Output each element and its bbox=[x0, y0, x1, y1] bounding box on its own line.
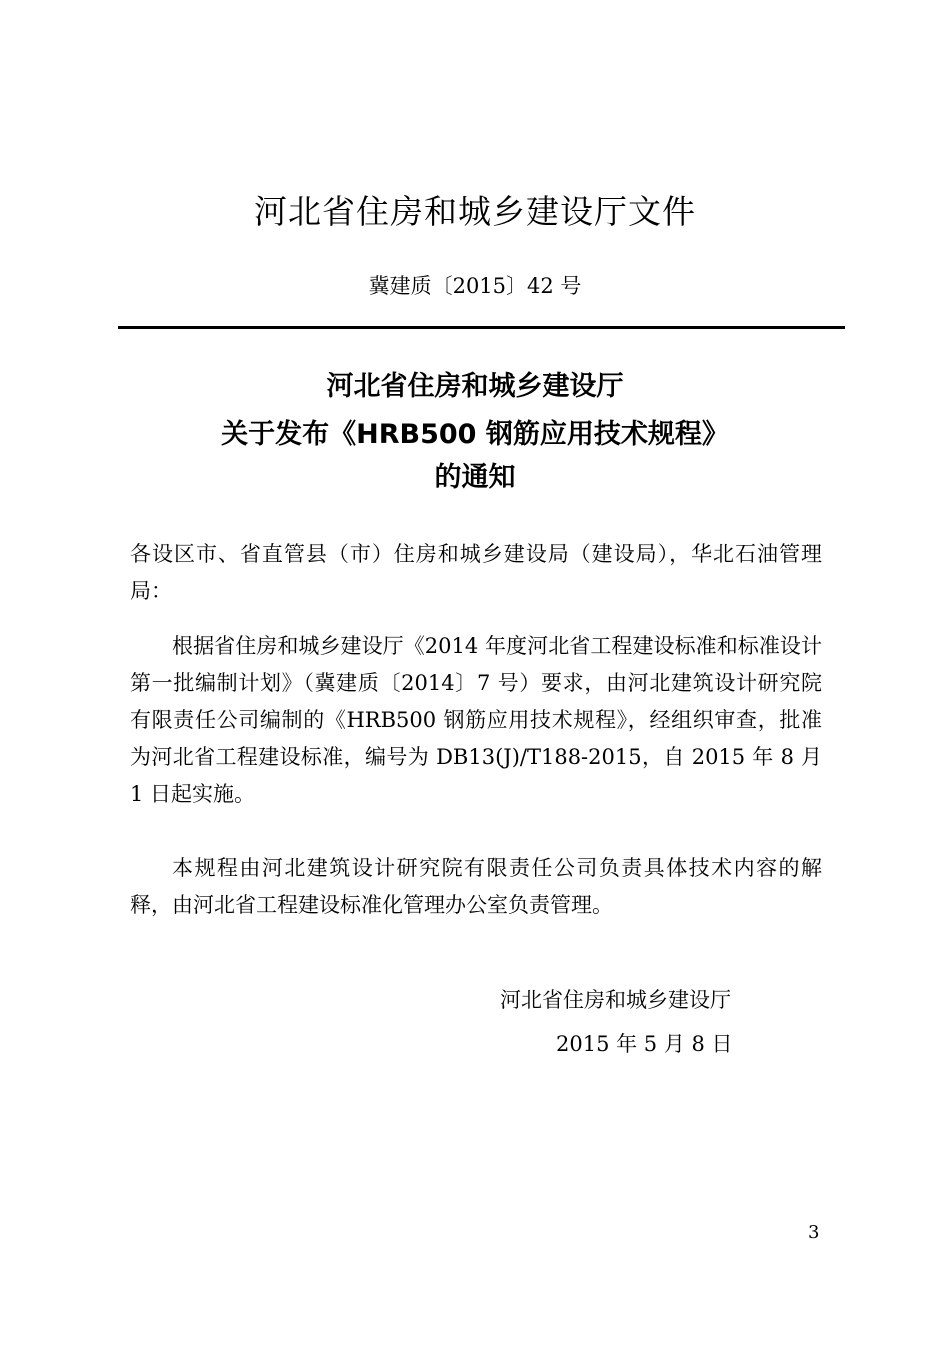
signature-date: 2015 年 5 月 8 日 bbox=[556, 1032, 733, 1056]
signature-organization: 河北省住房和城乡建设厅 bbox=[500, 988, 731, 1012]
addressee-paragraph: 各设区市、省直管县（市）住房和城乡建设局（建设局），华北石油管理局： bbox=[130, 542, 822, 603]
body-paragraph-1: 根据省住房和城乡建设厅《2014 年度河北省工程建设标准和标准设计第一批编制计划》（冀建质〔2014〕7 号）要求，由河北建筑设计研究院有限责任公司编制的《HRB500 钢筋应用技术规程》，经组织审查，批准为河北省工程建设标准，编号为 DB13(J)/T188-2015，自 2015 年 8 月 1 日起实施。 bbox=[130, 634, 822, 806]
document-header-title: 河北省住房和城乡建设厅文件 bbox=[254, 192, 696, 231]
body-paragraph-2: 本规程由河北建筑设计研究院有限责任公司负责具体技术内容的解释，由河北省工程建设标准化管理办公室负责管理。 bbox=[130, 856, 822, 917]
notice-title-line-2: 关于发布《HRB500 钢筋应用技术规程》 bbox=[221, 419, 729, 450]
notice-title-line-3: 的通知 bbox=[434, 462, 516, 493]
page-number: 3 bbox=[808, 1222, 820, 1243]
notice-title-line-1: 河北省住房和城乡建设厅 bbox=[326, 371, 624, 402]
document-number: 冀建质〔2015〕42 号 bbox=[368, 274, 582, 298]
header-divider bbox=[118, 326, 845, 329]
